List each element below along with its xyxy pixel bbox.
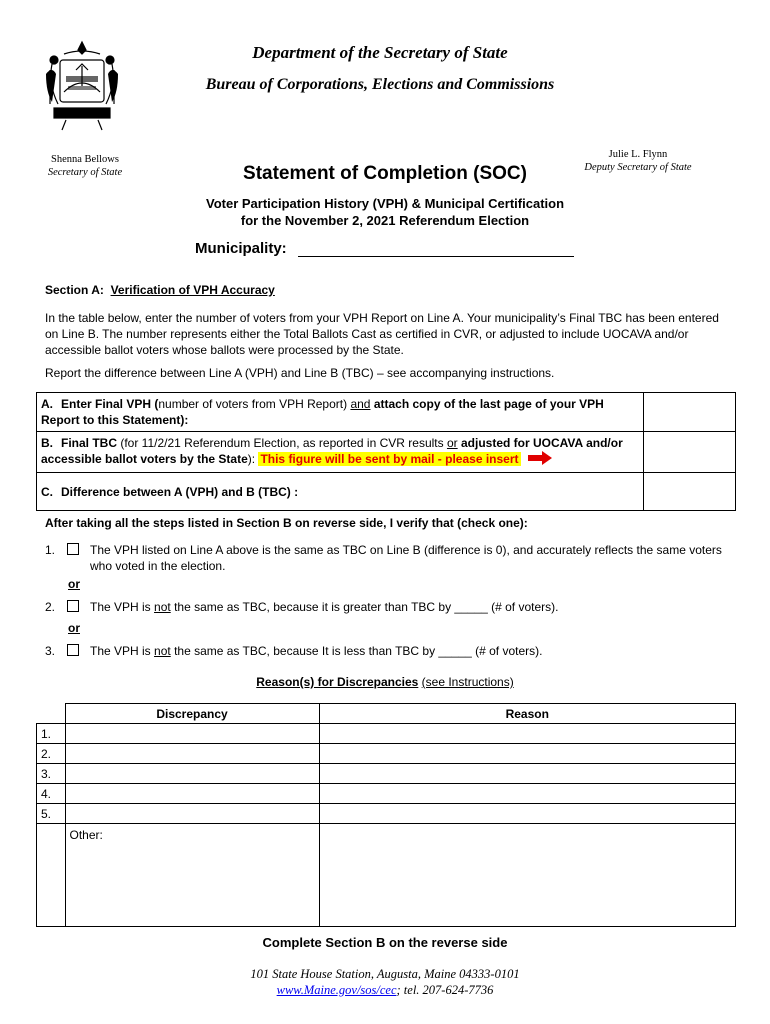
mail-notice-highlight: This figure will be sent by mail - please insert — [260, 452, 519, 467]
other-label: Other: — [69, 828, 103, 842]
discrepancy-field[interactable] — [65, 784, 319, 804]
row-c-text: Difference between A (VPH) and B (TBC) : — [61, 484, 299, 499]
secretary-name: Shenna Bellows — [51, 154, 119, 165]
header-empty-cell — [37, 704, 66, 724]
municipality-field[interactable] — [298, 256, 574, 257]
row-a-letter: A. — [41, 397, 53, 411]
option-3 — [45, 643, 735, 659]
discrepancy-field[interactable] — [65, 764, 319, 784]
row-number: 3. — [37, 764, 66, 784]
row-c-value-field[interactable] — [644, 473, 736, 511]
footer-tel: ; tel. 207-624-7736 — [396, 983, 494, 997]
discrepancy-table — [36, 703, 736, 927]
row-b-label-cell — [37, 432, 644, 473]
option-3-text-b: the same as TBC, because It is less than TBC by _____ (# of voters). — [174, 644, 543, 658]
row-b-paren: ): — [247, 452, 256, 467]
deputy-title: Deputy Secretary of State — [584, 162, 692, 173]
other-number-cell — [37, 824, 66, 927]
deputy-name: Julie L. Flynn — [608, 149, 668, 160]
row-a-and: and — [350, 397, 371, 411]
reason-field[interactable] — [319, 804, 736, 824]
row-number: 5. — [37, 804, 66, 824]
row-a-normal: number of voters from VPH Report) — [158, 397, 348, 411]
discrepancy-header-row — [37, 704, 736, 724]
option-2-not: not — [154, 600, 171, 614]
row-a-value-field[interactable] — [644, 393, 736, 432]
discrepancy-row — [37, 724, 736, 744]
discrepancy-field[interactable] — [65, 724, 319, 744]
option-3-text-a: The VPH is — [90, 644, 151, 658]
or-1: or — [68, 577, 80, 591]
discrepancy-row — [37, 804, 736, 824]
deputy-block — [578, 148, 698, 174]
header-discrepancy: Discrepancy — [65, 704, 319, 724]
option-1 — [45, 542, 735, 576]
reasons-heading — [0, 675, 770, 689]
subtitle-line-2: for the November 2, 2021 Referendum Election — [240, 213, 530, 228]
other-reason-field[interactable] — [319, 824, 736, 927]
row-b-value-field[interactable] — [644, 432, 736, 473]
reason-field[interactable] — [319, 724, 736, 744]
document-title: Statement of Completion (SOC) — [243, 163, 527, 184]
option-1-checkbox[interactable] — [67, 543, 79, 555]
row-b-letter: B. — [41, 436, 53, 450]
row-c-letter: C. — [41, 484, 53, 499]
website-link[interactable]: www.Maine.gov/sos/cec — [276, 983, 397, 997]
verify-heading: After taking all the steps listed in Section B on reverse side, I verify that (check one): — [45, 516, 528, 530]
row-b-bold1: Final TBC — [61, 436, 117, 450]
discrepancy-row — [37, 764, 736, 784]
row-a — [37, 393, 736, 432]
row-c — [37, 473, 736, 511]
row-number: 4. — [37, 784, 66, 804]
row-b-bold2: adjusted for UOCAVA and/or accessible ballot voters by the State — [41, 436, 623, 467]
discrepancy-field[interactable] — [65, 804, 319, 824]
state-seal-logo — [44, 40, 120, 132]
reason-field[interactable] — [319, 784, 736, 804]
row-b-normal: (for 11/2/21 Referendum Election, as reported in CVR results — [120, 436, 444, 450]
option-2-number: 2. — [45, 600, 56, 614]
or-2: or — [68, 621, 80, 635]
discrepancy-row — [37, 784, 736, 804]
red-arrow-icon — [528, 451, 552, 469]
option-3-not: not — [154, 644, 171, 658]
secretary-block — [30, 153, 140, 179]
option-2-text-b: the same as TBC, because it is greater than TBC by _____ (# of voters). — [174, 600, 559, 614]
other-row — [37, 824, 736, 927]
section-a-label: Verification of VPH Accuracy — [110, 283, 275, 297]
subtitle-line-1: Voter Participation History (VPH) & Municipal Certification — [205, 196, 565, 211]
row-c-label-cell — [37, 473, 644, 511]
option-2-text-a: The VPH is — [90, 600, 151, 614]
section-a-paragraph-2: Report the difference between Line A (VPH) and Line B (TBC) – see accompanying instructions. — [45, 366, 555, 380]
row-number: 2. — [37, 744, 66, 764]
row-a-label-cell — [37, 393, 644, 432]
section-a-paragraph: In the table below, enter the number of voters from your VPH Report on Line A. Your municipality’s Final TBC has been entered on Line B. The number represents either the Total Ballots Cast as certified in CVR, or adjusted to include UOCAVA and/or accessible ballot voters whose ballots were processed by the State. — [45, 311, 719, 357]
option-3-text — [90, 643, 730, 659]
row-a-bold2: attach copy of the last page of your VPH Report to this Statement): — [41, 397, 604, 427]
option-3-checkbox[interactable] — [67, 644, 79, 656]
reason-field[interactable] — [319, 744, 736, 764]
other-field[interactable] — [65, 824, 319, 927]
reason-field[interactable] — [319, 764, 736, 784]
header-reason: Reason — [319, 704, 736, 724]
option-2 — [45, 599, 735, 615]
row-number: 1. — [37, 724, 66, 744]
municipality-label: Municipality: — [195, 240, 287, 257]
vph-table — [36, 392, 736, 511]
department-heading: Department of the Secretary of State — [252, 43, 508, 62]
option-3-number: 3. — [45, 644, 56, 658]
section-a-prefix: Section A: — [45, 283, 104, 297]
bureau-heading: Bureau of Corporations, Elections and Commissions — [205, 76, 555, 93]
option-2-text — [90, 599, 730, 615]
reasons-suffix: (see Instructions) — [421, 675, 514, 689]
discrepancy-row — [37, 744, 736, 764]
document-subtitle — [150, 195, 620, 229]
option-1-text: The VPH listed on Line A above is the same as TBC on Line B (difference is 0), and accurately reflects the same voters who voted in the election. — [90, 543, 722, 573]
row-b-or: or — [446, 436, 458, 450]
option-1-number: 1. — [45, 543, 56, 557]
footer-address: 101 State House Station, Augusta, Maine 04333-0101 — [250, 967, 520, 981]
row-b — [37, 432, 736, 473]
row-a-bold1: Enter Final VPH ( — [61, 397, 159, 411]
secretary-title: Secretary of State — [47, 167, 123, 178]
footer-contact — [0, 983, 770, 998]
section-a-heading — [45, 283, 275, 297]
option-2-checkbox[interactable] — [67, 600, 79, 612]
discrepancy-field[interactable] — [65, 744, 319, 764]
complete-section-b-note: Complete Section B on the reverse side — [262, 935, 508, 950]
reasons-title: Reason(s) for Discrepancies — [256, 675, 419, 689]
